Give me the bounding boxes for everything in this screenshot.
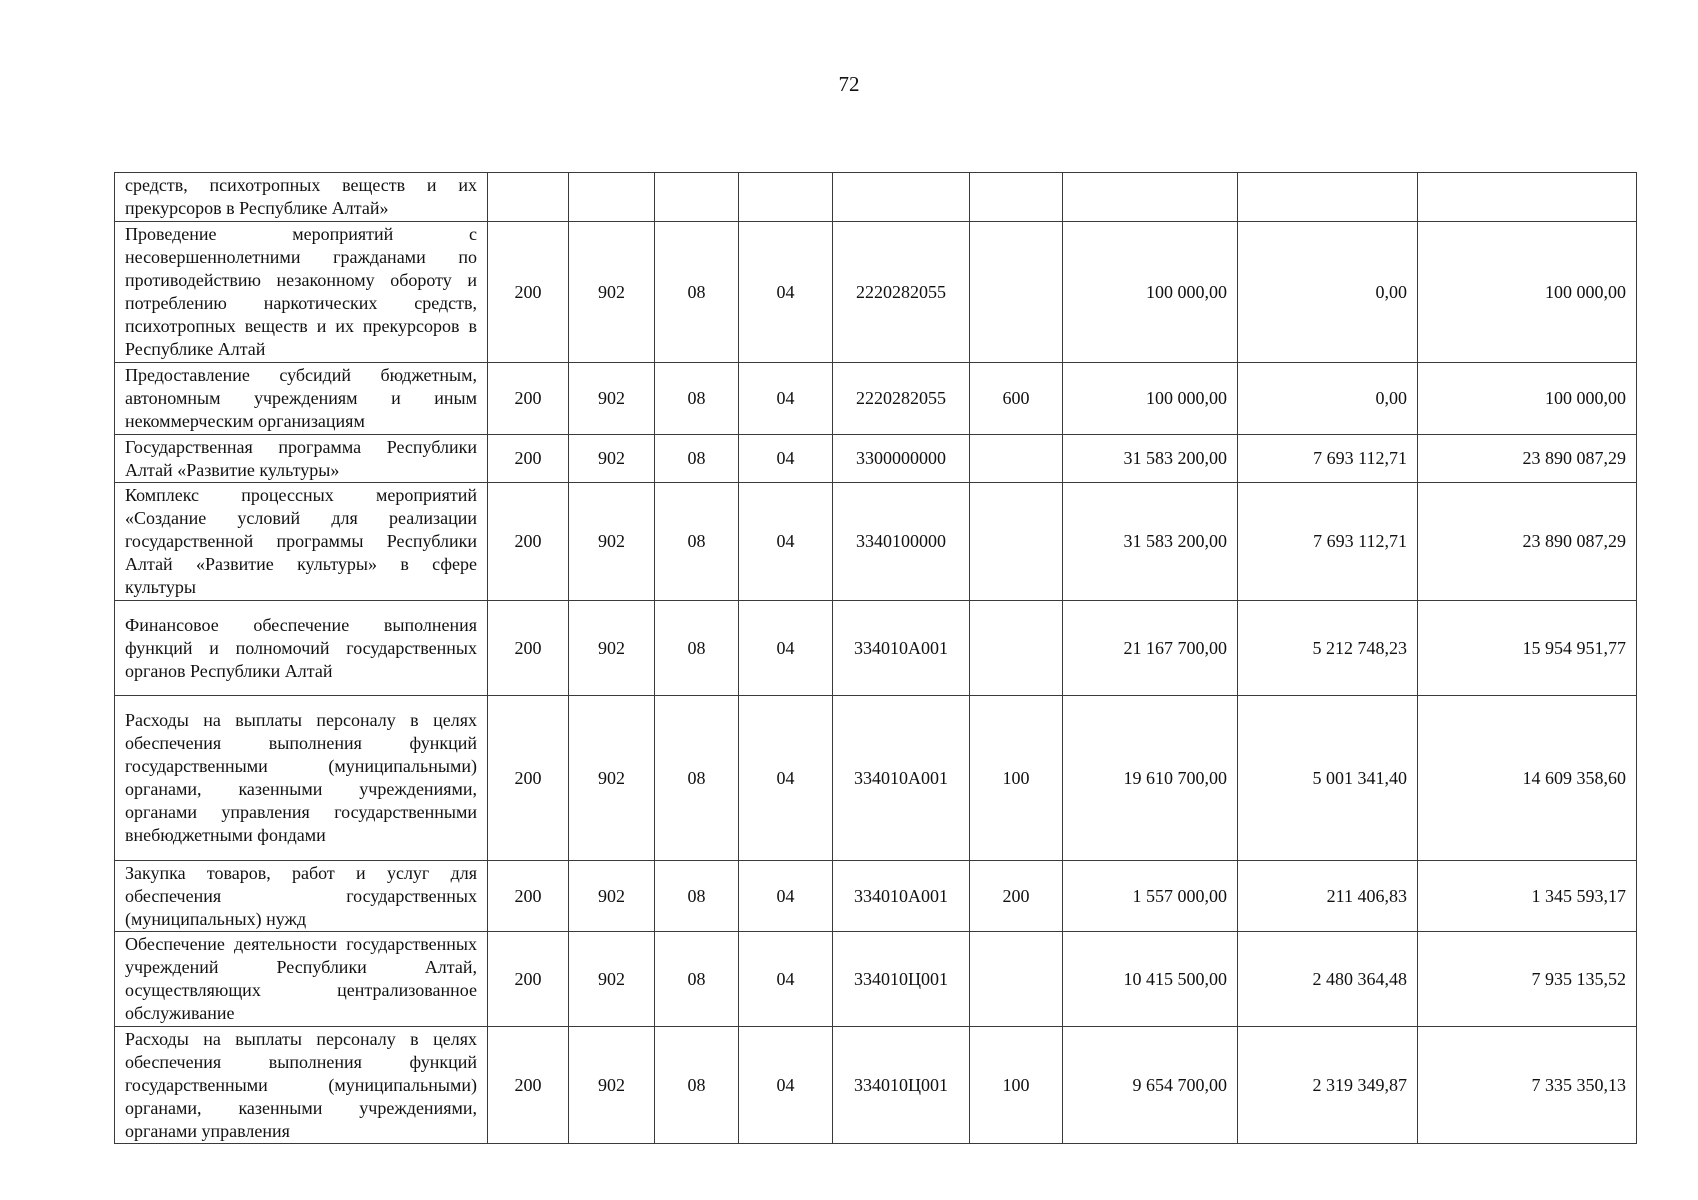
executed-cell: 2 480 364,48 <box>1238 932 1418 1027</box>
row-description: Обеспечение деятельности государственных учреждений Республики Алтай, осуществляющих централизованное обслуживание <box>115 932 488 1027</box>
code-cell: 200 <box>488 932 569 1027</box>
table-row <box>115 696 1637 861</box>
section-code-cell: 08 <box>655 222 739 363</box>
amount-cell: 21 167 700,00 <box>1063 601 1238 696</box>
code-cell: 200 <box>488 222 569 363</box>
table-row <box>115 363 1637 435</box>
ministry-code-cell: 902 <box>569 861 655 932</box>
section-code-cell: 08 <box>655 601 739 696</box>
code-cell: 200 <box>488 696 569 861</box>
target-article-cell: 334010А001 <box>833 696 970 861</box>
expense-type-cell <box>970 173 1063 222</box>
code-cell: 200 <box>488 483 569 601</box>
subsection-code-cell <box>739 173 833 222</box>
code-cell: 200 <box>488 363 569 435</box>
subsection-code-cell: 04 <box>739 696 833 861</box>
amount-cell: 10 415 500,00 <box>1063 932 1238 1027</box>
table-row <box>115 173 1637 222</box>
remainder-cell: 100 000,00 <box>1418 222 1637 363</box>
executed-cell <box>1238 173 1418 222</box>
executed-cell: 0,00 <box>1238 222 1418 363</box>
subsection-code-cell: 04 <box>739 601 833 696</box>
ministry-code-cell <box>569 173 655 222</box>
expense-type-cell <box>970 483 1063 601</box>
target-article-cell: 3340100000 <box>833 483 970 601</box>
table-row <box>115 435 1637 483</box>
subsection-code-cell: 04 <box>739 483 833 601</box>
target-article-cell: 334010Ц001 <box>833 932 970 1027</box>
remainder-cell: 14 609 358,60 <box>1418 696 1637 861</box>
remainder-cell: 7 335 350,13 <box>1418 1027 1637 1144</box>
expense-type-cell: 100 <box>970 696 1063 861</box>
ministry-code-cell: 902 <box>569 222 655 363</box>
amount-cell: 31 583 200,00 <box>1063 483 1238 601</box>
subsection-code-cell: 04 <box>739 1027 833 1144</box>
ministry-code-cell: 902 <box>569 932 655 1027</box>
expense-type-cell: 600 <box>970 363 1063 435</box>
target-article-cell: 334010А001 <box>833 601 970 696</box>
row-description: Расходы на выплаты персоналу в целях обеспечения выполнения функций государственными (муниципальными) органами, казенными учреждениями, органами управления <box>115 1027 488 1144</box>
executed-cell: 211 406,83 <box>1238 861 1418 932</box>
amount-cell: 100 000,00 <box>1063 222 1238 363</box>
expense-type-cell <box>970 601 1063 696</box>
section-code-cell: 08 <box>655 861 739 932</box>
remainder-cell: 23 890 087,29 <box>1418 483 1637 601</box>
section-code-cell: 08 <box>655 483 739 601</box>
section-code-cell: 08 <box>655 363 739 435</box>
expense-type-cell <box>970 932 1063 1027</box>
table-body <box>115 173 1637 1144</box>
subsection-code-cell: 04 <box>739 861 833 932</box>
row-description: Проведение мероприятий с несовершеннолетними гражданами по противодействию незаконному обороту и потреблению наркотических средств, психотропных веществ и их прекурсоров в Республике Алтай <box>115 222 488 363</box>
amount-cell: 1 557 000,00 <box>1063 861 1238 932</box>
executed-cell: 0,00 <box>1238 363 1418 435</box>
row-description: Расходы на выплаты персоналу в целях обеспечения выполнения функций государственными (муниципальными) органами, казенными учреждениями, органами управления государственными внебюджетными фондами <box>115 696 488 861</box>
target-article-cell: 2220282055 <box>833 363 970 435</box>
target-article-cell: 334010Ц001 <box>833 1027 970 1144</box>
section-code-cell: 08 <box>655 435 739 483</box>
amount-cell: 100 000,00 <box>1063 363 1238 435</box>
subsection-code-cell: 04 <box>739 932 833 1027</box>
code-cell: 200 <box>488 435 569 483</box>
target-article-cell: 3300000000 <box>833 435 970 483</box>
row-description: Государственная программа Республики Алтай «Развитие культуры» <box>115 435 488 483</box>
subsection-code-cell: 04 <box>739 363 833 435</box>
remainder-cell: 23 890 087,29 <box>1418 435 1637 483</box>
amount-cell <box>1063 173 1238 222</box>
page-number: 72 <box>838 72 860 96</box>
expense-type-cell: 200 <box>970 861 1063 932</box>
section-code-cell <box>655 173 739 222</box>
remainder-cell: 1 345 593,17 <box>1418 861 1637 932</box>
ministry-code-cell: 902 <box>569 435 655 483</box>
expense-type-cell: 100 <box>970 1027 1063 1144</box>
expense-type-cell <box>970 435 1063 483</box>
target-article-cell: 2220282055 <box>833 222 970 363</box>
target-article-cell: 334010А001 <box>833 861 970 932</box>
remainder-cell: 15 954 951,77 <box>1418 601 1637 696</box>
row-description: Предоставление субсидий бюджетным, автономным учреждениям и иным некоммерческим организациям <box>115 363 488 435</box>
code-cell: 200 <box>488 1027 569 1144</box>
code-cell: 200 <box>488 861 569 932</box>
remainder-cell: 100 000,00 <box>1418 363 1637 435</box>
executed-cell: 7 693 112,71 <box>1238 483 1418 601</box>
table-row <box>115 1027 1637 1144</box>
amount-cell: 9 654 700,00 <box>1063 1027 1238 1144</box>
table-row <box>115 861 1637 932</box>
ministry-code-cell: 902 <box>569 1027 655 1144</box>
executed-cell: 7 693 112,71 <box>1238 435 1418 483</box>
table-row <box>115 222 1637 363</box>
table-row <box>115 601 1637 696</box>
expense-type-cell <box>970 222 1063 363</box>
section-code-cell: 08 <box>655 1027 739 1144</box>
executed-cell: 5 212 748,23 <box>1238 601 1418 696</box>
subsection-code-cell: 04 <box>739 222 833 363</box>
amount-cell: 31 583 200,00 <box>1063 435 1238 483</box>
row-description: Финансовое обеспечение выполнения функций и полномочий государственных органов Республики Алтай <box>115 601 488 696</box>
section-code-cell: 08 <box>655 696 739 861</box>
ministry-code-cell: 902 <box>569 601 655 696</box>
row-description: Закупка товаров, работ и услуг для обеспечения государственных (муниципальных) нужд <box>115 861 488 932</box>
row-description: средств, психотропных веществ и их прекурсоров в Республике Алтай» <box>115 173 488 222</box>
executed-cell: 2 319 349,87 <box>1238 1027 1418 1144</box>
table-row <box>115 483 1637 601</box>
amount-cell: 19 610 700,00 <box>1063 696 1238 861</box>
remainder-cell: 7 935 135,52 <box>1418 932 1637 1027</box>
code-cell <box>488 173 569 222</box>
ministry-code-cell: 902 <box>569 696 655 861</box>
target-article-cell <box>833 173 970 222</box>
subsection-code-cell: 04 <box>739 435 833 483</box>
budget-table <box>114 172 1637 1144</box>
row-description: Комплекс процессных мероприятий «Создание условий для реализации государственной программы Республики Алтай «Развитие культуры» в сфере культуры <box>115 483 488 601</box>
table-row <box>115 932 1637 1027</box>
remainder-cell <box>1418 173 1637 222</box>
code-cell: 200 <box>488 601 569 696</box>
ministry-code-cell: 902 <box>569 483 655 601</box>
executed-cell: 5 001 341,40 <box>1238 696 1418 861</box>
section-code-cell: 08 <box>655 932 739 1027</box>
ministry-code-cell: 902 <box>569 363 655 435</box>
